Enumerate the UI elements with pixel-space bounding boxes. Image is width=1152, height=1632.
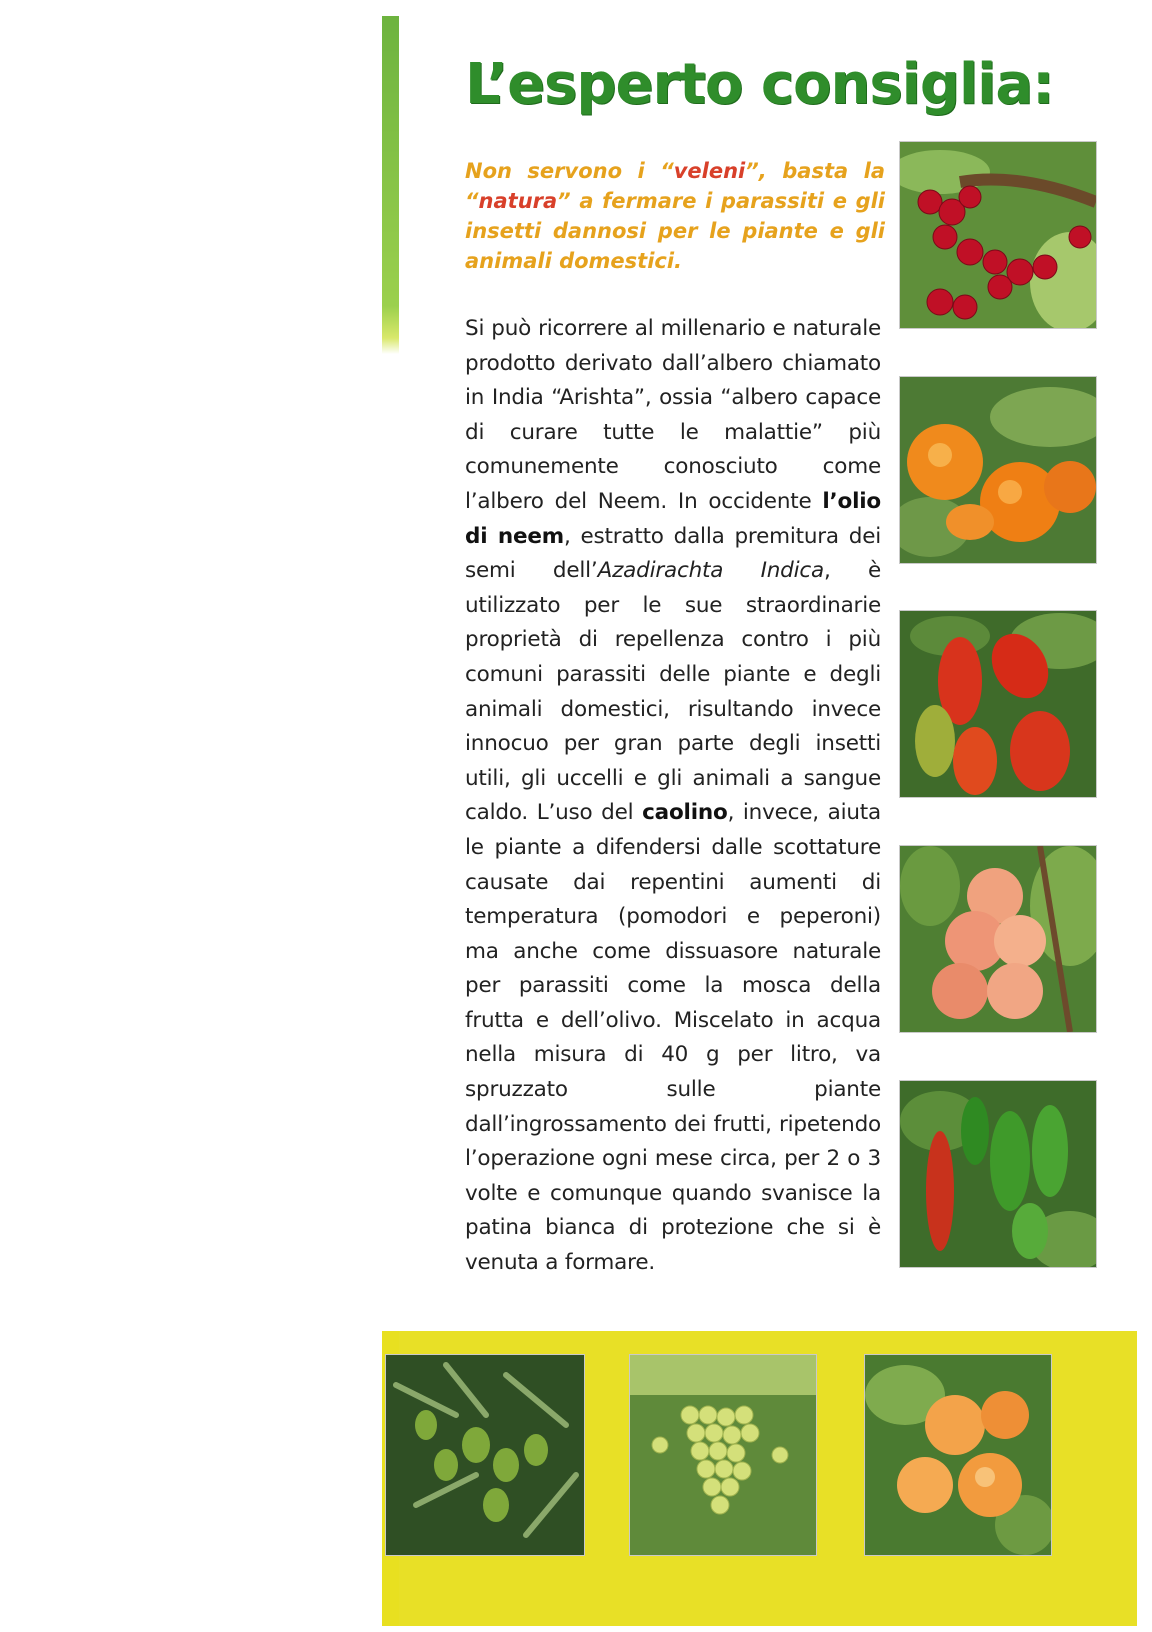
body-paragraph: [465, 312, 881, 1281]
page-title: L’esperto consiglia:: [465, 52, 1054, 117]
lead-part: Non servono i “: [465, 159, 674, 183]
kaolin-term: caolino: [642, 800, 728, 826]
body-text-run: Si può ricorrere al millenario e naturale prodotto derivato dall’albero chiamato in India “Arishta”, ossia “albero capace di curare tutte le malattie” più comunemente conosciuto come l’albero del Neem. In occidente: [465, 316, 881, 514]
grapes-photo: [629, 1354, 817, 1556]
body-text-run: , è utilizzato per le sue straordinarie proprietà di repellenza contro i più comuni parassiti delle piante e degli animali domestici, risultando invece innocuo per gran parte degli insetti utili, gli uccelli e gli animali a sangue caldo. L’uso del: [465, 558, 881, 826]
brochure-page: [399, 16, 1137, 1626]
lead-part: ”, basta la “: [465, 159, 885, 213]
lead-highlight: natura: [478, 189, 558, 213]
olives-photo: [385, 1354, 585, 1556]
oranges-photo: [899, 376, 1097, 564]
lead-part: ” a fermare i parassiti e gli insetti dannosi per le piante e gli animali domestici.: [465, 189, 885, 273]
neem-oil-term: l’olio di neem: [465, 488, 881, 549]
peppers-photo: [899, 1080, 1097, 1268]
lead-paragraph: [465, 156, 885, 276]
species-name: Azadirachta Indica: [597, 558, 824, 584]
lead-highlight: veleni: [673, 159, 746, 183]
cherries-photo: [899, 141, 1097, 329]
tomatoes-photo: [899, 610, 1097, 798]
apricots-photo: [864, 1354, 1052, 1556]
body-text-run: , estratto dalla premitura dei semi dell’: [465, 523, 881, 584]
scan-margin: [0, 0, 382, 1632]
peaches-photo: [899, 845, 1097, 1033]
body-text-run: , invece, aiuta le piante a difendersi dalle scottature causate dai repentini aumenti di temperatura (pomodori e peperoni) ma anche come dissuasore naturale per parassiti come la mosca della frutta e dell’olivo. Miscelato in acqua nella misura di 40 g per litro, va spruzzato sulle piante dall’ingrossamento dei frutti, ripetendo l’operazione ogni mese circa, per 2 o 3 volte e comunque quando svanisce la patina bianca di protezione che si è venuta a formare.: [465, 800, 881, 1276]
